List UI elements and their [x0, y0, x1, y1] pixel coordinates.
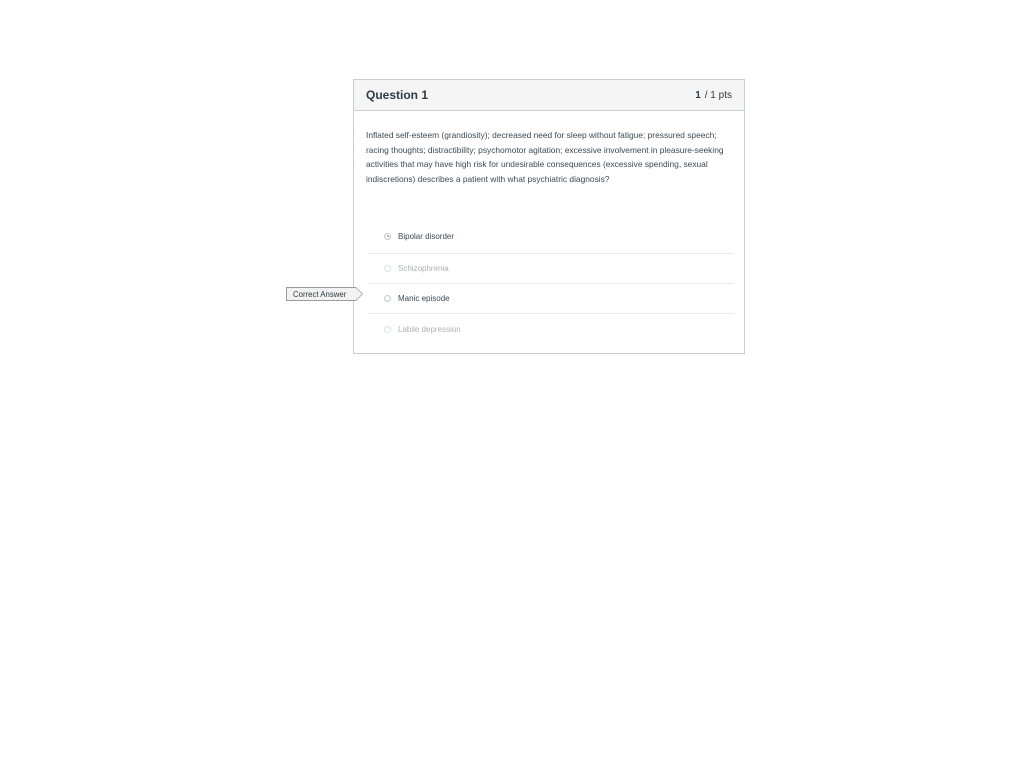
- answer-label: Labile depression: [398, 324, 461, 334]
- answer-list: [368, 219, 734, 344]
- question-text: Inflated self-esteem (grandiosity); decreased need for sleep without fatigue; pressured speech; racing thoughts; distractibility; psychomotor agitation; excessive involvement in pleasure-seeking activities that may have high risk for undesirable consequences (excessive spending, sexual indiscretions) describes a patient with what psychiatric diagnosis?: [366, 130, 724, 184]
- points-earned: 1: [695, 89, 701, 101]
- question-header: [354, 80, 744, 111]
- answer-option-bipolar-disorder: [368, 219, 734, 254]
- points-total: / 1 pts: [704, 89, 732, 101]
- answer-label: Schizophrenia: [398, 264, 449, 273]
- answer-option-schizophrenia: [368, 254, 734, 284]
- radio-icon: [384, 265, 391, 272]
- answer-option-manic-episode: [368, 284, 734, 314]
- correct-answer-label: Correct Answer: [293, 289, 347, 299]
- question-title: Question 1: [366, 88, 429, 102]
- answer-label: Manic episode: [398, 294, 450, 303]
- question-card: [353, 79, 745, 354]
- answer-option-labile-depression: [368, 314, 734, 344]
- radio-icon: [384, 295, 391, 302]
- radio-icon: [384, 326, 391, 333]
- question-points: [695, 90, 732, 101]
- correct-answer-flag: [286, 287, 356, 301]
- answer-label: Bipolar disorder: [398, 231, 455, 241]
- radio-selected-icon: [384, 233, 391, 240]
